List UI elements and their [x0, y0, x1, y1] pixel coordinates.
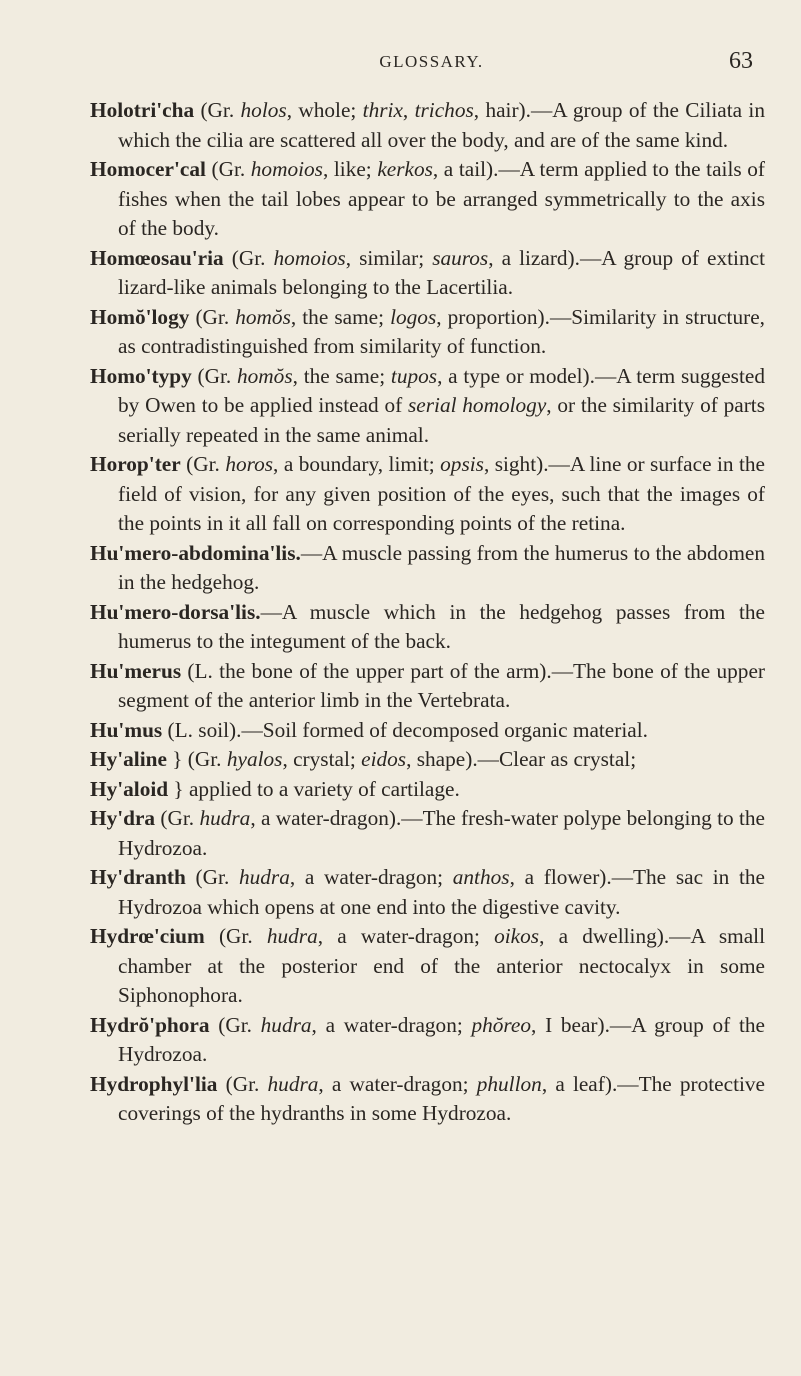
entry-text: (Gr.: [189, 304, 236, 329]
entry-text: (Gr.: [185, 865, 239, 889]
entry-text: , I bear).—A group of the Hydrozoa.: [118, 1012, 766, 1066]
entry-text: , a leaf).—The protective coverings of the hydranths in some Hydrozoa.: [118, 1071, 765, 1125]
entry-headword: Homocer'cal: [90, 157, 206, 181]
entry-headword: Hy'aline: [90, 747, 167, 771]
italic-term: phŏreo: [471, 1012, 532, 1037]
entry-text: , a lizard).—A group of extinct lizard-like animals belonging to the Lacertilia.: [118, 245, 765, 299]
entry-headword: Hu'mero-dorsa'lis.: [90, 599, 261, 624]
entry-headword: Homœosau'ria: [90, 245, 224, 270]
entry-text: , or the similarity of parts serially repeated in the same animal.: [118, 393, 766, 447]
italic-term: hudra: [266, 924, 318, 948]
italic-term: eidos: [361, 747, 407, 771]
entry-text: , a dwelling).—A small chamber at the posterior end of the anterior nectocalyx in some Siphonophora.: [118, 924, 765, 1007]
glossary-entry: [90, 804, 765, 863]
italic-term: horos: [225, 452, 274, 476]
glossary-entry: [90, 450, 765, 539]
italic-term: serial homology: [408, 393, 547, 417]
page-number: 63: [729, 48, 753, 74]
entry-text: , shape).—Clear as crystal;: [406, 747, 637, 771]
entry-text: (Gr.: [191, 363, 237, 388]
entry-headword: Hy'dranth: [90, 865, 186, 889]
italic-term: holos: [240, 98, 287, 122]
entry-text: ,: [402, 98, 415, 122]
entry-text: , similar;: [345, 245, 433, 270]
italic-term: phullon: [476, 1071, 542, 1096]
entry-text: , like;: [322, 157, 378, 181]
glossary-entry: [90, 657, 765, 716]
glossary-entry: [90, 303, 765, 362]
entry-text: } applied to a variety of cartilage.: [168, 776, 460, 801]
entry-headword: Horop'ter: [90, 452, 181, 476]
entry-text: (L. soil).—Soil formed of decomposed organic material.: [162, 717, 648, 742]
entry-headword: Hydrœ'cium: [90, 924, 205, 948]
entry-headword: Hu'mero-abdomina'lis.: [90, 540, 301, 565]
entry-text: (L. the bone of the upper part of the arm).—The bone of the upper segment of the anterior limb in the Vertebrata.: [118, 658, 765, 712]
entry-headword: Hydrophyl'lia: [90, 1071, 218, 1096]
glossary-entry: [90, 745, 765, 775]
entry-text: —A muscle which in the hedgehog passes from the humerus to the integument of the back.: [118, 599, 765, 653]
glossary-entry: [90, 775, 765, 805]
entry-text: , a boundary, limit;: [273, 452, 441, 476]
italic-term: homoios: [250, 157, 323, 181]
glossary-entries: [90, 96, 765, 1129]
entry-text: , sight).—A line or surface in the field of vision, for any given position of the eyes, such that the images of the points in it all fall on corresponding points of the retina.: [118, 452, 765, 535]
entry-text: (Gr.: [180, 452, 226, 476]
entry-text: (Gr.: [204, 924, 267, 948]
italic-term: hudra: [260, 1012, 312, 1037]
italic-term: oikos: [494, 924, 540, 948]
entry-text: , proportion).—Similarity in structure, as contradistinguished from similarity of function.: [118, 304, 765, 358]
entry-text: , a water-dragon;: [318, 1071, 477, 1096]
italic-term: hudra: [238, 865, 290, 889]
entry-text: , the same;: [292, 363, 391, 388]
entry-text: , a water-dragon;: [317, 924, 495, 948]
italic-term: homoios: [273, 245, 346, 270]
glossary-entry: [90, 716, 765, 746]
entry-headword: Hydrŏ'phora: [90, 1012, 210, 1037]
entry-text: , a type or model).—A term suggested by Owen to be applied instead of: [118, 363, 765, 417]
entry-headword: Homo'typy: [90, 363, 192, 388]
entry-headword: Homŏ'logy: [90, 304, 190, 329]
entry-text: (Gr.: [194, 98, 241, 122]
glossary-entry: [90, 863, 765, 922]
entry-headword: Hy'dra: [90, 806, 156, 830]
glossary-entry: [90, 1011, 765, 1070]
entry-headword: Hy'aloid: [90, 776, 169, 801]
entry-headword: Holotri'cha: [90, 98, 195, 122]
entry-headword: Hu'mus: [90, 717, 163, 742]
italic-term: hudra: [199, 806, 251, 830]
glossary-entry: [90, 155, 765, 244]
italic-term: sauros: [432, 245, 489, 270]
glossary-entry: [90, 598, 765, 657]
italic-term: tupos: [390, 363, 438, 388]
entry-text: (Gr.: [223, 245, 274, 270]
glossary-entry: [90, 244, 765, 303]
glossary-entry: [90, 1070, 765, 1129]
entry-text: (Gr.: [155, 806, 200, 830]
entry-text: , a water-dragon).—The fresh-water polype belonging to the Hydrozoa.: [118, 806, 765, 860]
running-head: GLOSSARY.: [379, 52, 484, 71]
italic-term: hyalos: [226, 747, 283, 771]
entry-text: (Gr.: [205, 157, 251, 181]
glossary-entry: [90, 922, 765, 1011]
italic-term: trichos: [414, 98, 474, 122]
glossary-entry: [90, 539, 765, 598]
italic-term: logos: [390, 304, 437, 329]
italic-term: homŏs: [235, 304, 291, 329]
entry-text: , a water-dragon;: [311, 1012, 472, 1037]
entry-text: (Gr.: [217, 1071, 268, 1096]
italic-term: kerkos: [377, 157, 433, 181]
entry-text: , a water-dragon;: [289, 865, 453, 889]
italic-term: thrix: [362, 98, 403, 122]
entry-text: , whole;: [286, 98, 363, 122]
glossary-entry: [90, 96, 765, 155]
entry-text: } (Gr.: [166, 747, 227, 771]
entry-text: —A muscle passing from the humerus to the abdomen in the hedgehog.: [118, 540, 765, 594]
entry-text: , crystal;: [282, 747, 362, 771]
italic-term: homŏs: [237, 363, 293, 388]
entry-text: , the same;: [290, 304, 391, 329]
entry-text: (Gr.: [209, 1012, 261, 1037]
italic-term: opsis: [440, 452, 484, 476]
entry-text: , a flower).—The sac in the Hydrozoa which opens at one end into the digestive cavity.: [118, 865, 765, 919]
entry-text: , hair).—A group of the Ciliata in which the cilia are scattered all over the body, and are of the same kind.: [118, 98, 765, 152]
entry-headword: Hu'merus: [90, 658, 182, 683]
italic-term: anthos: [452, 865, 510, 889]
entry-text: , a tail).—A term applied to the tails of fishes when the tail lobes appear to be arranged symmetrically to the axis of the body.: [118, 157, 765, 240]
italic-term: hudra: [267, 1071, 319, 1096]
page-header: [110, 48, 753, 86]
glossary-entry: [90, 362, 765, 451]
